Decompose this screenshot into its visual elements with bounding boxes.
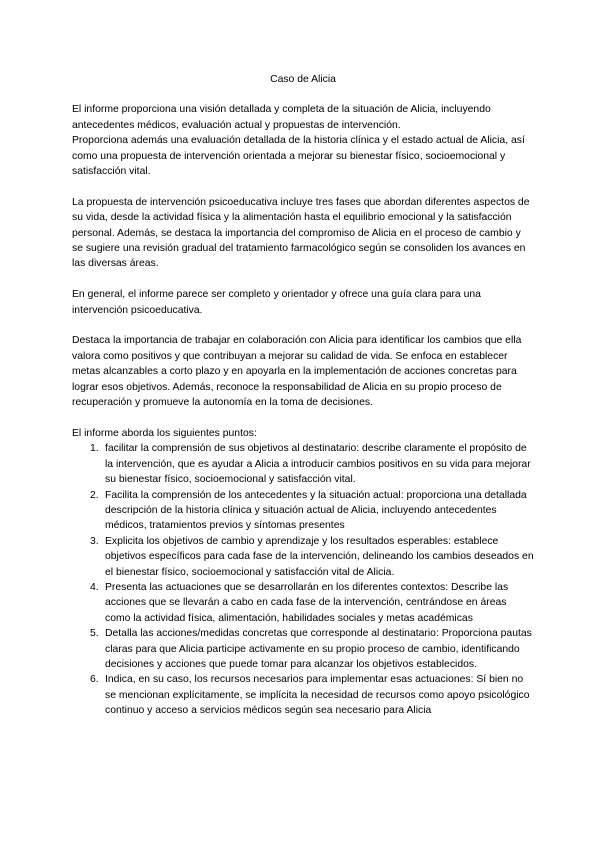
list-item — [72, 672, 534, 718]
list-item-text: facilitar la comprensión de sus objetivos al destinatario: describe claramente el propósito de la intervención, que es ayudar a Alicia a introducir cambios positivos en su vida para mejorar su bienestar físico, socioemocional y satisfacción vital. — [105, 443, 531, 486]
document-title: Caso de Alicia — [270, 74, 336, 85]
list-item-number: 5. — [90, 628, 99, 640]
list-item-text: Detalla las acciones/medidas concretas que corresponde al destinatario: Proporciona pautas claras para que Alicia participe activamente en su propio proceso de cambio, identificando decisiones y acciones que puede tomar para alcanzar los objetivos establecidos. — [105, 628, 532, 670]
list-item-text: Presenta las actuaciones que se desarrollarán en los diferentes contextos: Describe las acciones que se llevarán a cabo en cada fase de la intervención, centrándose en áreas como la actividad física, alimentación, habilidades sociales y metas académicas — [105, 581, 509, 624]
intro-paragraph-1: El informe proporciona una visión detallada y completa de la situación de Alicia, incluyendo antecedentes médicos, evaluación actual y propuestas de intervención. — [72, 104, 491, 131]
list-item-number: 4. — [90, 581, 99, 593]
list-item — [72, 488, 534, 534]
list-item-text: Indica, en su caso, los recursos necesarios para implementar esas actuaciones: Sí bien no se mencionan explícitamente, se implícita la necesidad de recursos como apoyo psicológico continuo y acceso a servicios médicos según sea necesario para Alicia — [105, 674, 530, 717]
list-item — [72, 580, 534, 626]
list-item-number: 2. — [90, 489, 99, 501]
list-item — [72, 626, 534, 672]
list-item-text: Facilita la comprensión de los antecedentes y la situación actual: proporciona una detallada descripción de la historia clínica y situación actual de Alicia, incluyendo antecedentes médicos, tratamientos previos y síntomas presentes — [105, 489, 527, 532]
list-item-number: 6. — [90, 674, 99, 686]
document-body — [72, 72, 534, 719]
intro-block — [72, 102, 534, 179]
proposal-paragraph: La propuesta de intervención psicoeducativa incluye tres fases que abordan diferentes aspectos de su vida, desde la actividad física y la alimentación hasta el equilibrio emocional y la satisfacción personal. Además, se destaca la importancia del compromiso de Alicia en el proceso de cambio y se sugiere una revisión gradual del tratamiento farmacológico según se consoliden los avances en las diversas áreas. — [72, 196, 530, 270]
list-item-number: 1. — [90, 443, 99, 455]
list-item — [72, 441, 534, 487]
list-item-text: Explicita los objetivos de cambio y aprendizaje y los resultados esperables: establece objetivos específicos para cada fase de la intervención, delineando los cambios deseados en el bienestar físico, socioemocional y satisfacción vital de Alicia. — [105, 535, 534, 578]
points-list — [72, 441, 534, 718]
points-intro: El informe aborda los siguientes puntos: — [72, 427, 257, 439]
collaboration-paragraph: Destaca la importancia de trabajar en colaboración con Alicia para identificar los cambios que ella valora como positivos y que contribuyan a mejorar su calidad de vida. Se enfoca en establecer metas alcanzables a corto plazo y en apoyarla en la implementación de acciones concretas para lograr esos objetivos. Además, reconoce la responsabilidad de Alicia en su propio proceso de recuperación y promueve la autonomía en la toma de decisiones. — [72, 335, 522, 409]
intro-paragraph-2: Proporciona además una evaluación detallada de la historia clínica y el estado actual de Alicia, así como una propuesta de intervención orientada a mejorar su bienestar físico, socioemocional y satisfacción vital. — [72, 135, 525, 178]
list-item — [72, 534, 534, 580]
list-item-number: 3. — [90, 535, 99, 547]
summary-paragraph: En general, el informe parece ser completo y orientador y ofrece una guía clara para una intervención psicoeducativa. — [72, 289, 481, 316]
